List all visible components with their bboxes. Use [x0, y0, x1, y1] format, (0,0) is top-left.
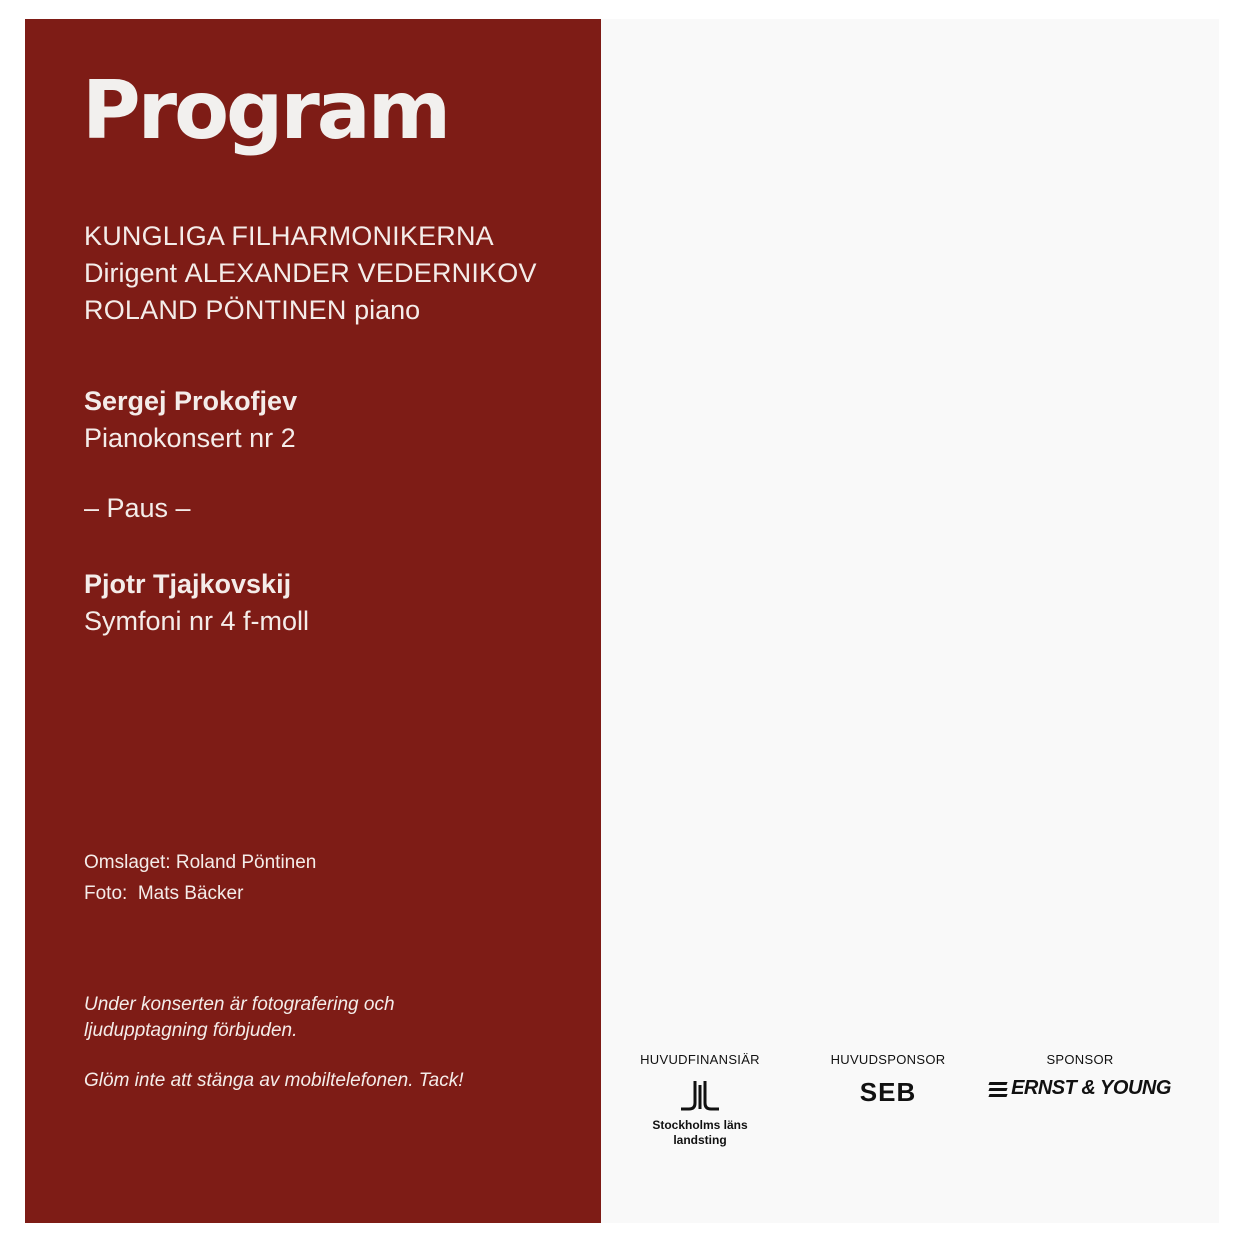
- notice-line: Under konserten är fotografering och: [84, 994, 395, 1015]
- piece: Pianokonsert nr 2: [84, 423, 296, 453]
- notice-line: ljudupptagning förbjuden.: [84, 1020, 298, 1041]
- seb-logo-icon: [860, 1077, 916, 1108]
- composer: Pjotr Tjajkovskij: [84, 569, 292, 599]
- soloist-name: ROLAND PÖNTINEN: [84, 295, 347, 325]
- audience-notice: [84, 992, 464, 1094]
- orchestra: KUNGLIGA FILHARMONIKERNA: [84, 221, 494, 251]
- intermission: – Paus –: [84, 493, 191, 523]
- sponsor-role: HUVUDSPONSOR: [830, 1052, 946, 1067]
- sll-logo-icon: [630, 1079, 770, 1148]
- composer: Sergej Prokofjev: [84, 386, 298, 416]
- sll-name-1: Stockholms läns: [652, 1118, 748, 1132]
- sponsor-sponsor: [985, 1052, 1175, 1102]
- conductor-role: Dirigent: [84, 258, 178, 288]
- cover-credit: Omslaget: Roland Pöntinen: [84, 852, 317, 873]
- piece: Symfoni nr 4 f-moll: [84, 606, 310, 636]
- sponsor-main-financier: [630, 1052, 770, 1148]
- credits: [84, 847, 316, 909]
- conductor-name: ALEXANDER VEDERNIKOV: [184, 258, 537, 288]
- page-title: Program: [82, 64, 449, 157]
- sll-name-2: landsting: [673, 1133, 727, 1147]
- performers: [84, 218, 537, 329]
- ey-logo-text: ERNST & YOUNG: [1011, 1077, 1171, 1099]
- notice-line: Glöm inte att stänga av mobiltelefonen. Tack!: [84, 1070, 464, 1091]
- soloist-line: [84, 292, 537, 329]
- sll-mark-icon: [678, 1079, 722, 1113]
- sponsor-role: SPONSOR: [1046, 1052, 1114, 1067]
- sponsor-main-sponsor: [818, 1052, 958, 1108]
- ey-mark-icon: [989, 1081, 1007, 1097]
- back-panel: [601, 19, 1219, 1223]
- seb-logo-text: SEB: [859, 1077, 917, 1107]
- conductor-line: [84, 255, 537, 292]
- program-panel: [25, 19, 601, 1223]
- sponsor-role: HUVUDFINANSIÄR: [640, 1052, 760, 1067]
- work-item: [84, 566, 309, 640]
- ey-logo-icon: [989, 1077, 1171, 1100]
- work-item: [84, 383, 297, 457]
- photo-credit: Foto: Mats Bäcker: [84, 883, 244, 904]
- soloist-instrument: piano: [354, 295, 421, 325]
